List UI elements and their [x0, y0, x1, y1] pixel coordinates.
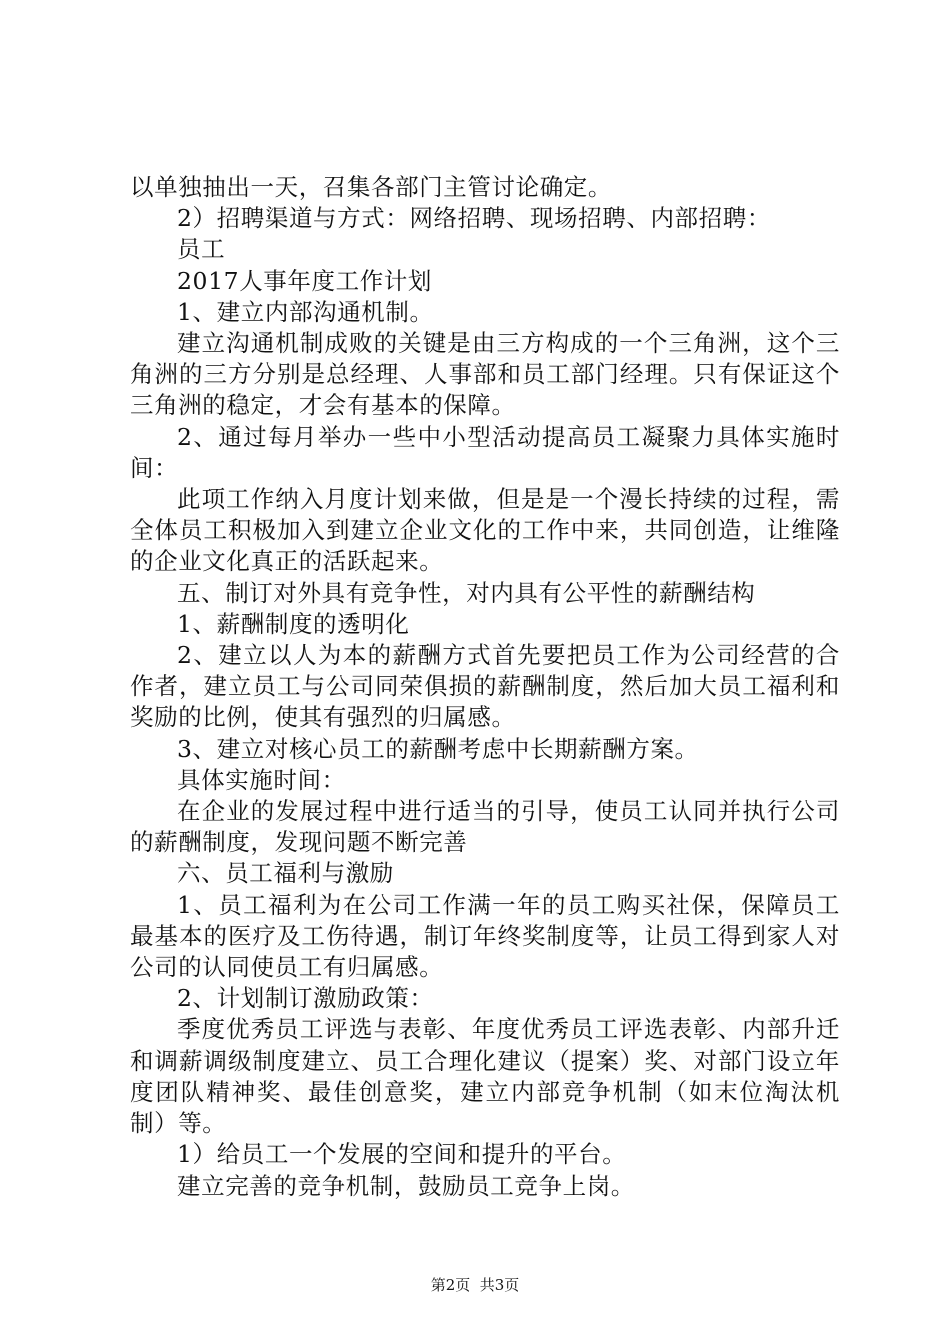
- section-title: 2017人事年度工作计划: [177, 266, 433, 295]
- paragraph: 1、员工福利为在公司工作满一年的员工购买社保，保障员工最基本的医疗及工伤待遇，制订年终奖制度等，让员工得到家人对公司的认同使员工有归属感。: [130, 890, 840, 982]
- document-body: [130, 172, 840, 1202]
- paragraph: 具体实施时间：: [177, 765, 346, 794]
- paragraph: 建立沟通机制成败的关键是由三方构成的一个三角洲，这个三角洲的三方分别是总经理、人事部和员工部门经理。只有保证这个三角洲的稳定，才会有基本的保障。: [130, 329, 840, 420]
- paragraph: 在企业的发展过程中进行适当的引导，使员工认同并执行公司的薪酬制度，发现问题不断完善: [130, 797, 840, 857]
- section-heading: 五、制订对外具有竞争性，对内具有公平性的薪酬结构: [177, 578, 756, 607]
- section-heading: 六、员工福利与激励: [177, 859, 394, 888]
- paragraph: 2、建立以人为本的薪酬方式首先要把员工作为公司经营的合作者，建立员工与公司同荣俱损的薪酬制度，然后加大员工福利和奖励的比例，使其有强烈的归属感。: [130, 641, 840, 732]
- paragraph: 1、建立内部沟通机制。: [177, 297, 434, 326]
- paragraph: 3、建立对核心员工的薪酬考虑中长期薪酬方案。: [177, 734, 699, 763]
- paragraph: 2、通过每月举办一些中小型活动提高员工凝聚力具体实施时间：: [130, 422, 840, 482]
- page-number: 第2页 共3页: [430, 1276, 520, 1294]
- paragraph: 1）给员工一个发展的空间和提升的平台。: [177, 1140, 627, 1169]
- paragraph: 1、薪酬制度的透明化: [177, 609, 410, 638]
- page-footer: [0, 1274, 950, 1295]
- paragraph: 此项工作纳入月度计划来做，但是是一个漫长持续的过程，需全体员工积极加入到建立企业文化的工作中来，共同创造，让维隆的企业文化真正的活跃起来。: [130, 485, 840, 576]
- paragraph: 以单独抽出一天，召集各部门主管讨论确定。: [130, 173, 612, 201]
- paragraph: 建立完善的竞争机制，鼓励员工竞争上岗。: [177, 1171, 635, 1200]
- paragraph: 2）招聘渠道与方式：网络招聘、现场招聘、内部招聘：: [177, 204, 771, 233]
- paragraph: 季度优秀员工评选与表彰、年度优秀员工评选表彰、内部升迁和调薪调级制度建立、员工合理化建议（提案）奖、对部门设立年度团队精神奖、最佳创意奖，建立内部竞争机制（如末位淘汰机制）等。: [130, 1015, 840, 1138]
- paragraph: 2、计划制订激励政策：: [177, 984, 434, 1013]
- paragraph: 员工: [177, 235, 226, 264]
